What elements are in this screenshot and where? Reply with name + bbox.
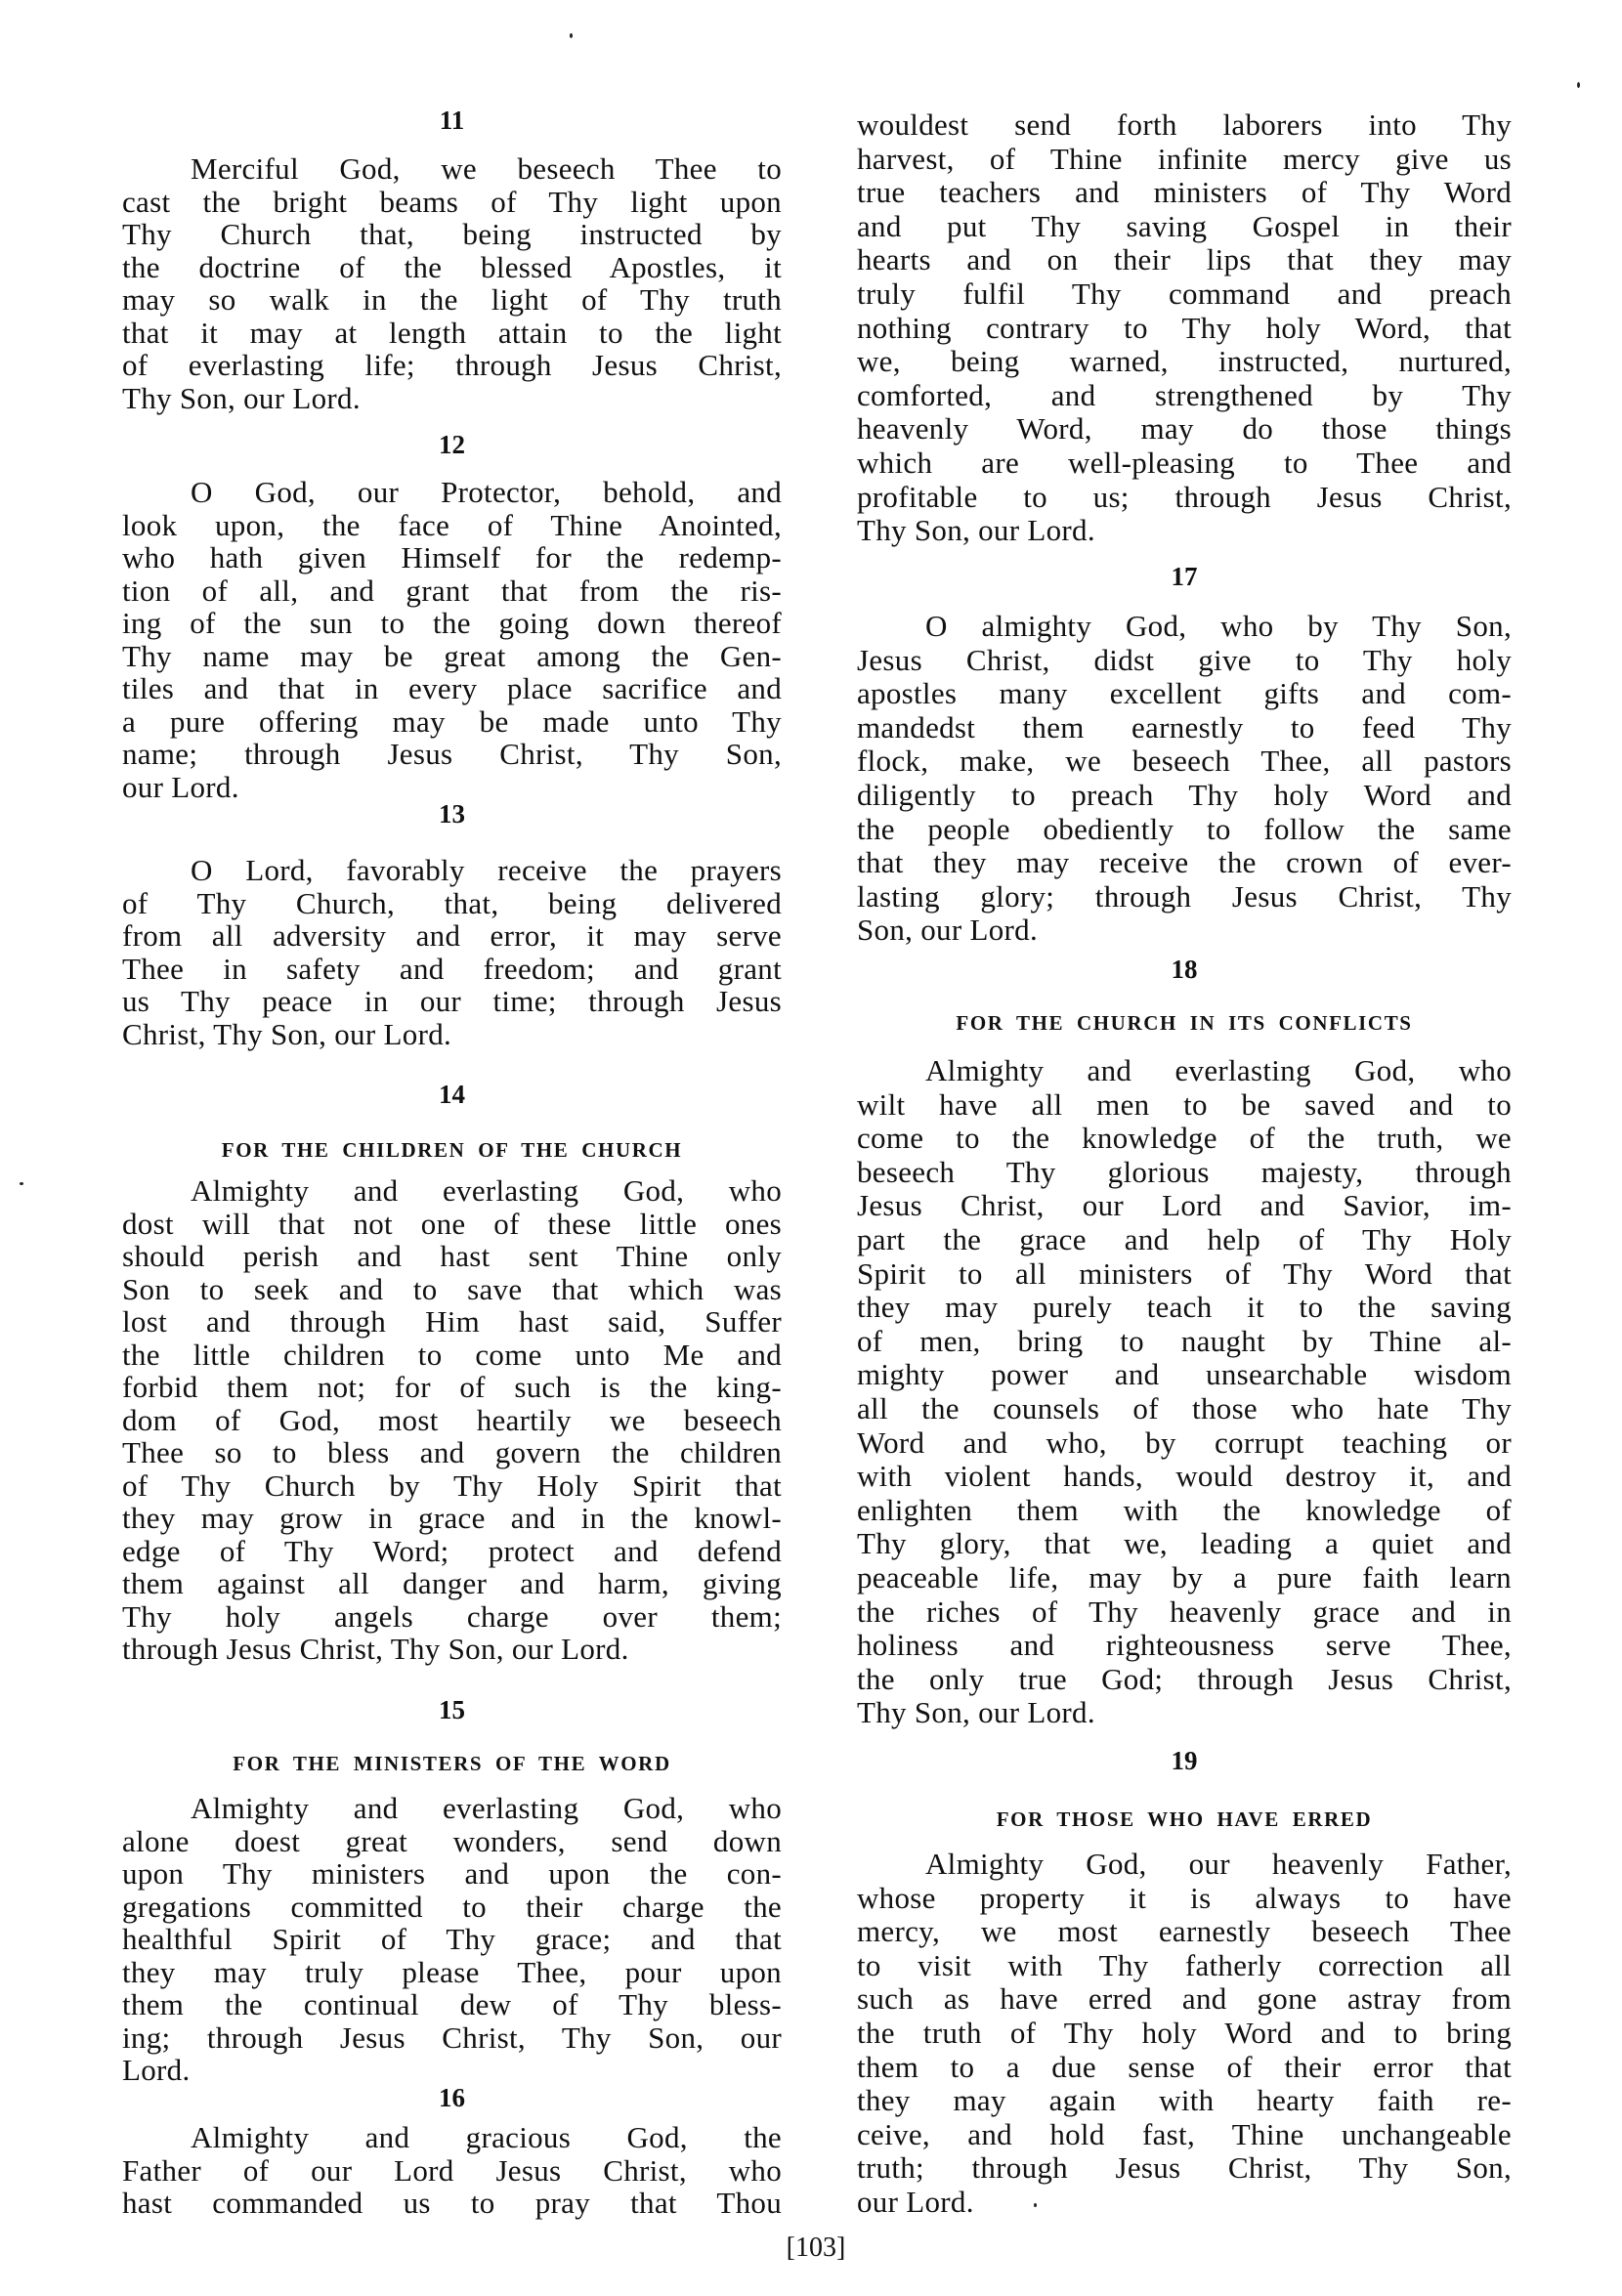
text-line: the only true God; through Jesus Christ, [857,1661,1512,1696]
text-line: Thy Son, our Lord. [857,1695,1095,1730]
text-line: healthful Spirit of Thy grace; and that [122,1922,782,1956]
text-line: Thy Church that, being instructed by [122,217,782,251]
text-line: comforted, and strengthened by Thy [857,377,1512,412]
text-line: Lord. [122,2053,191,2087]
text-line: from all adversity and error, it may serve [122,918,782,953]
prayer-title: FOR THOSE WHO HAVE ERRED [996,1807,1373,1831]
prayer-text [122,854,782,1050]
prayer-text [122,1792,782,2087]
text-line: Almighty and everlasting God, who [925,1053,1512,1087]
text-line: O almighty God, who by Thy Son, [925,609,1512,643]
text-line: wouldest send forth laborers into Thy [857,107,1512,142]
text-line: gregations committed to their charge the [122,1889,782,1924]
prayer-text [857,1054,1512,1730]
text-line: ceive, and hold fast, Thine unchangeable [857,2116,1512,2151]
text-line: Thy Son, our Lord. [122,380,361,415]
text-line: through Jesus Christ, Thy Son, our Lord. [122,1632,629,1666]
text-line: the riches of Thy heavenly grace and in [857,1594,1512,1629]
text-line: tiles and that in every place sacrifice and [122,671,782,705]
text-line: cast the bright beams of Thy light upon [122,184,782,219]
text-line: Father of our Lord Jesus Christ, who [122,2152,782,2188]
text-line: nothing contrary to Thy holy Word, that [857,310,1512,345]
scan-speck [1577,82,1580,88]
text-line: part the grace and help of Thy Holy [857,1221,1512,1256]
text-line: O God, our Protector, behold, and [191,475,782,509]
prayer-text [122,1174,782,1666]
text-line: should perish and hast sent Thine only [122,1239,782,1273]
text-line: Thy name may be great among the Gen- [122,638,782,673]
text-line: true teachers and ministers of Thy Word [857,175,1512,210]
text-line: to visit with Thy fatherly correction all [857,1947,1512,1982]
scan-speck [20,1182,23,1185]
text-line: tion of all, and grant that from the ris- [122,573,782,608]
prayer-number: 11 [439,106,465,135]
text-line: Thy holy angels charge over them; [122,1598,782,1634]
text-line: flock, make, we beseech Thee, all pastors [857,744,1512,779]
text-line: the doctrine of the blessed Apostles, it [122,249,782,284]
text-line: a pure offering may be made unto Thy [122,703,782,739]
text-line: mercy, we most earnestly beseech Thee [857,1914,1512,1949]
text-line: Jesus Christ, didst give to Thy holy [857,642,1512,677]
text-line: mandedst them earnestly to feed Thy [857,709,1512,744]
text-line: enlighten them with the knowledge of [857,1492,1512,1527]
text-line: forbid them not; for of such is the king- [122,1370,782,1404]
prayer-number: 13 [439,799,465,829]
text-line: of Thy Church, that, being delivered [122,885,782,920]
text-line: with violent hands, would destroy it, and [857,1459,1512,1494]
text-line: they may truly please Thee, pour upon [122,1954,782,1989]
text-line: lasting glory; through Jesus Christ, Thy [857,878,1512,914]
text-line: Son, our Lord. [857,913,1039,948]
text-line: Son to seek and to save that which was [122,1271,782,1306]
prayer-text [857,610,1512,948]
text-line: Word and who, by corrupt teaching or [857,1424,1512,1460]
text-line: edge of Thy Word; protect and defend [122,1533,782,1568]
prayer-title: FOR THE CHILDREN OF THE CHURCH [221,1138,683,1162]
text-line: apostles many excellent gifts and com- [857,676,1512,711]
prayer-number: 17 [1171,562,1198,591]
text-line: profitable to us; through Jesus Christ, [857,479,1512,514]
text-line: Almighty and everlasting God, who [191,1173,782,1208]
text-line: Thee in safety and freedom; and grant [122,951,782,986]
prayer-text [122,2121,782,2220]
scan-speck [1034,2203,1037,2207]
text-line: the little children to come unto Me and [122,1337,782,1372]
text-line: our Lord. [857,2184,974,2219]
text-line: all the counsels of those who hate Thy [857,1390,1512,1425]
text-line: who hath given Himself for the redemp- [122,540,782,574]
prayer-number: 12 [439,430,465,459]
text-line: heavenly Word, may do those things [857,411,1512,446]
text-line: mighty power and unsearchable wisdom [857,1357,1512,1392]
text-line: Jesus Christ, our Lord and Savior, im- [857,1188,1512,1223]
text-line: which are well-pleasing to Thee and [857,445,1512,480]
text-line: of Thy Church by Thy Holy Spirit that [122,1467,782,1503]
text-line: holiness and righteousness serve Thee, [857,1628,1512,1663]
page-number: [103] [786,2232,846,2263]
text-line: that it may at length attain to the light [122,315,782,350]
text-line: the people obediently to follow the same [857,811,1512,846]
text-line: us Thy peace in our time; through Jesus [122,984,782,1018]
prayer-title: FOR THE CHURCH IN ITS CONFLICTS [956,1011,1413,1035]
prayer-number: 19 [1171,1746,1198,1775]
text-line: the truth of Thy holy Word and to bring [857,2015,1512,2050]
text-line: name; through Jesus Christ, Thy Son, [122,737,782,771]
text-line: may so walk in the light of Thy truth [122,282,782,317]
text-line: of everlasting life; through Jesus Christ, [122,348,782,382]
text-line: truly fulfil Thy command and preach [857,276,1512,311]
text-line: such as have erred and gone astray from [857,1981,1512,2017]
text-line: our Lord. [122,769,239,804]
text-line: hearts and on their lips that they may [857,242,1512,277]
text-line: them against all danger and harm, giving [122,1566,782,1600]
text-line: Merciful God, we beseech Thee to [191,151,782,186]
text-line: alone doest great wonders, send down [122,1823,782,1858]
text-line: they may purely teach it to the saving [857,1290,1512,1325]
text-line: Almighty God, our heavenly Father, [925,1847,1512,1881]
text-line: them to a due sense of their error that [857,2049,1512,2084]
text-line: beseech Thy glorious majesty, through [857,1154,1512,1189]
text-line: we, being warned, instructed, nurtured, [857,344,1512,379]
prayer-number: 16 [439,2083,465,2112]
text-line: ing; through Jesus Christ, Thy Son, our [122,2020,782,2055]
text-line: harvest, of Thine infinite mercy give us [857,141,1512,176]
text-line: lost and through Him hast said, Suffer [122,1304,782,1339]
text-line: they may grow in grace and in the knowl- [122,1501,782,1535]
text-line: and put Thy saving Gospel in their [857,208,1512,243]
prayer-text [122,476,782,803]
text-line: Thy glory, that we, leading a quiet and [857,1526,1512,1561]
text-line: Thee so to bless and govern the children [122,1435,782,1469]
text-line: Thy Son, our Lord. [857,513,1095,548]
prayer-text-continued [857,108,1512,548]
text-line: upon Thy ministers and upon the con- [122,1856,782,1891]
prayer-text [122,152,782,414]
text-line: ing of the sun to the going down thereof [122,606,782,640]
scan-speck [570,33,573,38]
text-line: come to the knowledge of the truth, we [857,1121,1512,1156]
text-line: dost will that not one of these little ones [122,1206,782,1241]
text-line: they may again with hearty faith re- [857,2083,1512,2118]
text-line: O Lord, favorably receive the prayers [191,853,782,887]
text-line: peaceable life, may by a pure faith learn [857,1559,1512,1594]
text-line: Almighty and everlasting God, who [191,1791,782,1825]
text-line: hast commanded us to pray that Thou [122,2186,782,2220]
prayer-number: 15 [439,1695,465,1724]
text-line: wilt have all men to be saved and to [857,1086,1512,1122]
text-line: diligently to preach Thy holy Word and [857,777,1512,812]
prayer-title: FOR THE MINISTERS OF THE WORD [233,1752,671,1775]
text-line: look upon, the face of Thine Anointed, [122,507,782,542]
text-line: Almighty and gracious God, the [191,2120,782,2154]
text-line: Christ, Thy Son, our Lord. [122,1016,452,1051]
prayer-text [857,1848,1512,2220]
text-line: of men, bring to naught by Thine al- [857,1323,1512,1358]
prayer-number: 18 [1171,955,1198,984]
text-line: Spirit to all ministers of Thy Word that [857,1255,1512,1291]
text-line: whose property it is always to have [857,1880,1512,1915]
text-line: dom of God, most heartily we beseech [122,1402,782,1437]
text-line: truth; through Jesus Christ, Thy Son, [857,2150,1512,2186]
text-line: that they may receive the crown of ever- [857,845,1512,880]
prayer-number: 14 [439,1080,465,1109]
text-line: them the continual dew of Thy bless- [122,1987,782,2021]
